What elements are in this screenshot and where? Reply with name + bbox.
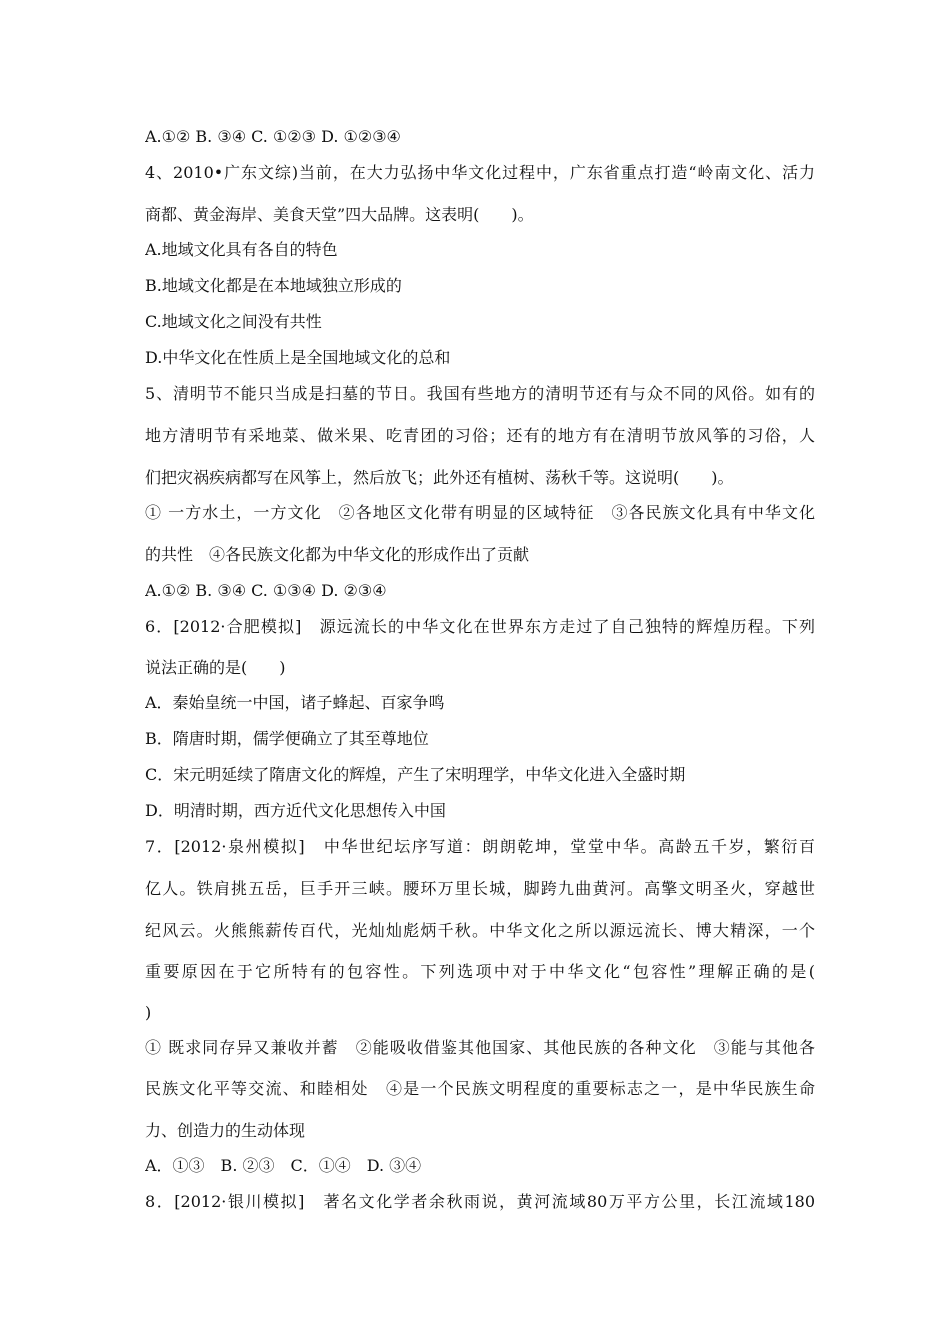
q5-stem-line2: 地方清明节有采地菜、做米果、吃青团的习俗；还有的地方有在清明节放风筝的习俗，人	[145, 426, 815, 445]
q5-items-line1: ① 一方水土，一方文化 ②各地区文化带有明显的区域特征 ③各民族文化具有中华文化	[145, 503, 815, 522]
q4-option-a: A.地域文化具有各自的特色	[145, 240, 338, 259]
q6-option-c: C．宋元明延续了隋唐文化的辉煌，产生了宋明理学，中华文化进入全盛时期	[145, 765, 686, 784]
q6-option-b: B．隋唐时期，儒学便确立了其至尊地位	[145, 729, 429, 748]
q5-stem-line3: 们把灾祸疾病都写在风筝上，然后放飞；此外还有植树、荡秋千等。这说明( )。	[145, 468, 734, 487]
q6-option-a: A．秦始皇统一中国，诸子蜂起、百家争鸣	[145, 693, 445, 712]
q5-items-line2: 的共性 ④各民族文化都为中华文化的形成作出了贡献	[145, 545, 530, 564]
q7-stem-line4: 重要原因在于它所特有的包容性。下列选项中对于中华文化“包容性”理解正确的是(	[145, 962, 815, 981]
q7-stem-line3: 纪风云。火熊熊薪传百代，光灿灿彪炳千秋。中华文化之所以源远流长、博大精深，一个	[145, 921, 815, 940]
q4-option-c: C.地域文化之间没有共性	[145, 312, 322, 331]
q3-options: A.①② B. ③④ C. ①②③ D. ①②③④	[145, 127, 401, 146]
q7-stem-line1: 7．[2012·泉州模拟] 中华世纪坛序写道：朗朗乾坤，堂堂中华。高龄五千岁，繁衍百	[145, 837, 815, 856]
q4-option-d: D.中华文化在性质上是全国地域文化的总和	[145, 348, 451, 367]
q7-stem-line5: )	[145, 1003, 152, 1022]
q6-stem-line1: 6．[2012·合肥模拟] 源远流长的中华文化在世界东方走过了自己独特的辉煌历程。下列	[145, 617, 815, 636]
q4-stem-line2: 商都、黄金海岸、美食天堂”四大品牌。这表明( )。	[145, 205, 534, 224]
q7-items-line3: 力、创造力的生动体现	[145, 1121, 306, 1140]
q7-items-line1: ① 既求同存异又兼收并蓄 ②能吸收借鉴其他国家、其他民族的各种文化 ③能与其他各	[145, 1038, 815, 1057]
q8-stem-line1: 8．[2012·银川模拟] 著名文化学者余秋雨说，黄河流域80万平方公里，长江流域180	[145, 1192, 815, 1211]
q4-option-b: B.地域文化都是在本地域独立形成的	[145, 276, 402, 295]
q6-option-d: D．明清时期，西方近代文化思想传入中国	[145, 801, 446, 820]
q7-stem-line2: 亿人。铁肩挑五岳，巨手开三峡。腰环万里长城，脚跨九曲黄河。高擎文明圣火，穿越世	[145, 879, 815, 898]
q7-options: A．①③ B. ②③ C．①④ D. ③④	[145, 1156, 422, 1175]
q5-stem-line1: 5、清明节不能只当成是扫墓的节日。我国有些地方的清明节还有与众不同的风俗。如有的	[145, 384, 815, 403]
q5-options: A.①② B. ③④ C. ①③④ D. ②③④	[145, 581, 387, 600]
q7-items-line2: 民族文化平等交流、和睦相处 ④是一个民族文明程度的重要标志之一，是中华民族生命	[145, 1079, 815, 1098]
q4-stem-line1: 4、2010•广东文综)当前，在大力弘扬中华文化过程中，广东省重点打造“岭南文化、活力	[145, 163, 815, 182]
q6-stem-line2: 说法正确的是( )	[145, 658, 286, 677]
